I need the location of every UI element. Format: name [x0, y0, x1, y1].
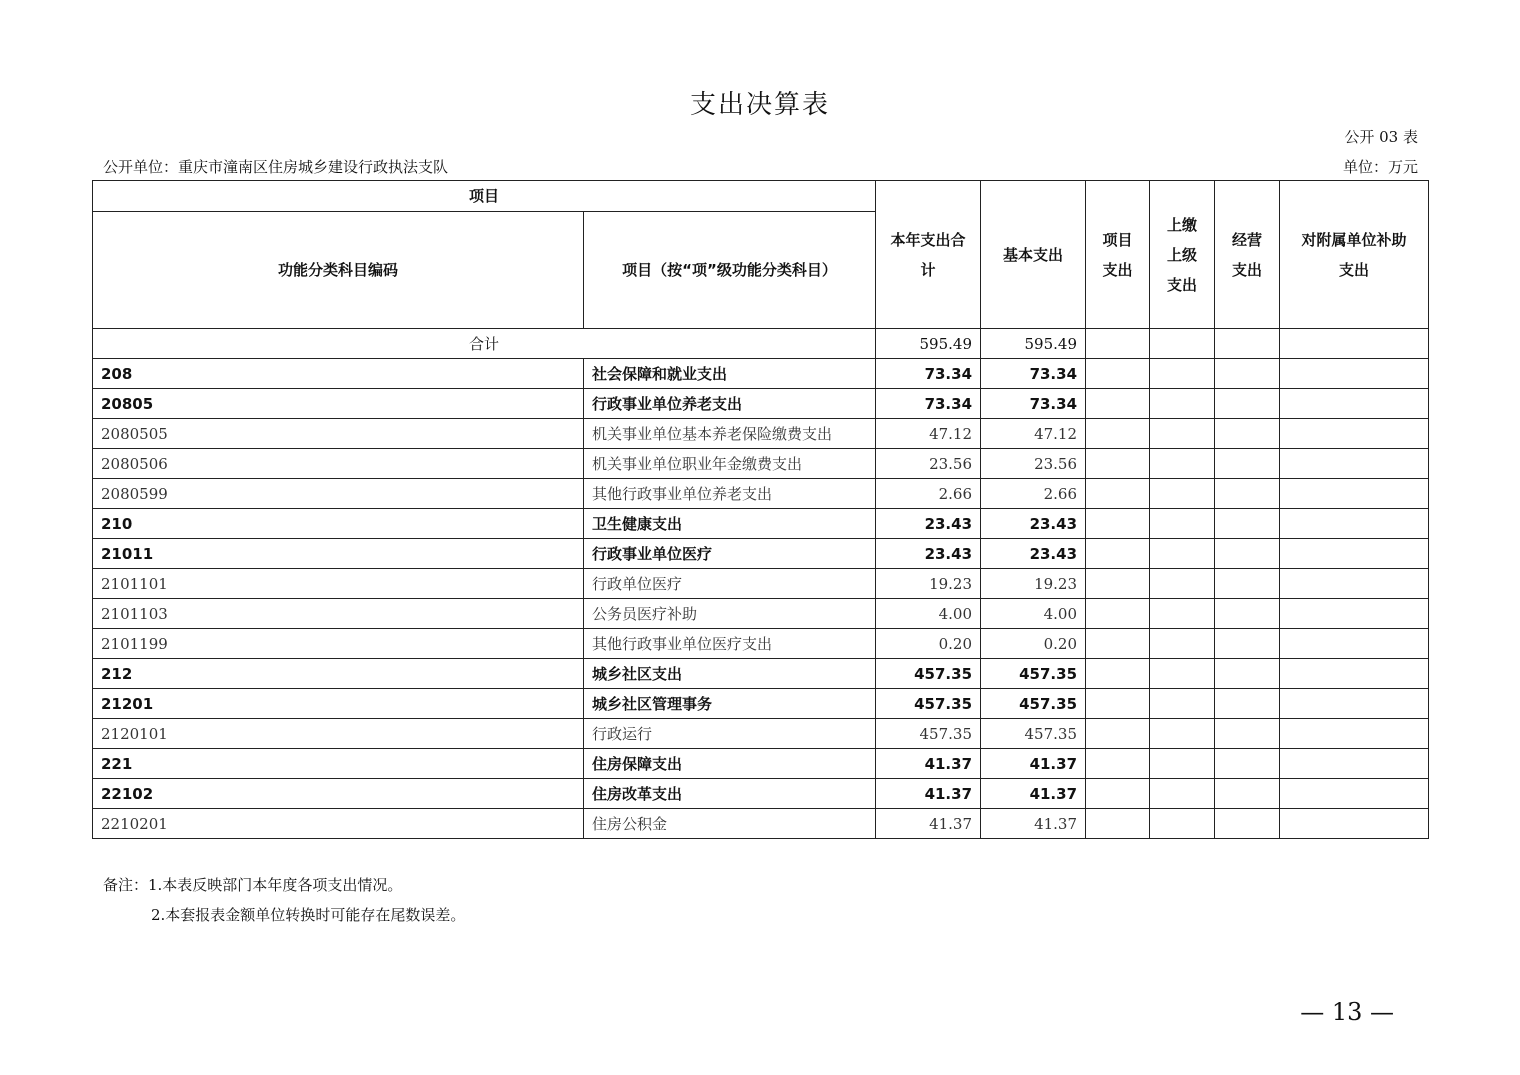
row-basic: 41.37	[981, 809, 1086, 839]
empty-cell	[1215, 509, 1280, 539]
header-business-line2: 支出	[1232, 260, 1263, 279]
row-total: 457.35	[876, 719, 981, 749]
row-basic: 41.37	[981, 749, 1086, 779]
header-subsidiary-line1: 对附属单位补助	[1301, 230, 1407, 249]
row-name: 住房保障支出	[584, 749, 876, 779]
header-project-expense-line2: 支出	[1102, 260, 1133, 279]
row-name: 其他行政事业单位医疗支出	[584, 629, 876, 659]
row-code: 21011	[93, 539, 584, 569]
table-row	[93, 569, 1429, 599]
row-basic: 0.20	[981, 629, 1086, 659]
empty-cell	[1215, 809, 1280, 839]
empty-cell	[1150, 359, 1215, 389]
row-code: 210	[93, 509, 584, 539]
empty-cell	[1215, 479, 1280, 509]
row-basic: 19.23	[981, 569, 1086, 599]
row-code: 2080506	[93, 449, 584, 479]
row-name: 行政运行	[584, 719, 876, 749]
table-row	[93, 659, 1429, 689]
unit-line	[103, 156, 1418, 177]
empty-cell	[1150, 479, 1215, 509]
empty-cell	[1280, 359, 1429, 389]
row-total: 47.12	[876, 419, 981, 449]
row-total: 0.20	[876, 629, 981, 659]
empty-cell	[1215, 719, 1280, 749]
empty-cell	[1215, 419, 1280, 449]
table-row	[93, 809, 1429, 839]
row-basic: 73.34	[981, 359, 1086, 389]
empty-cell	[1150, 659, 1215, 689]
row-total: 23.43	[876, 539, 981, 569]
empty-cell	[1215, 389, 1280, 419]
row-code: 208	[93, 359, 584, 389]
table-row	[93, 509, 1429, 539]
header-business	[1215, 181, 1280, 329]
empty-cell	[1215, 359, 1280, 389]
row-basic: 457.35	[981, 719, 1086, 749]
empty-cell	[1150, 689, 1215, 719]
note-1: 备注：1.本表反映部门本年度各项支出情况。	[103, 876, 403, 894]
table-row	[93, 689, 1429, 719]
empty-cell	[1215, 599, 1280, 629]
table-row	[93, 599, 1429, 629]
row-basic: 73.34	[981, 389, 1086, 419]
table-row	[93, 479, 1429, 509]
empty-cell	[1280, 509, 1429, 539]
empty-cell	[1086, 419, 1150, 449]
empty-cell	[1215, 779, 1280, 809]
empty-cell	[1150, 809, 1215, 839]
empty-cell	[1086, 659, 1150, 689]
reporting-unit: 公开单位：重庆市潼南区住房城乡建设行政执法支队	[103, 158, 449, 176]
row-code: 22102	[93, 779, 584, 809]
empty-cell	[1215, 449, 1280, 479]
row-code: 2210201	[93, 809, 584, 839]
table-row	[93, 449, 1429, 479]
row-basic: 23.43	[981, 509, 1086, 539]
row-name: 住房改革支出	[584, 779, 876, 809]
table-row	[93, 389, 1429, 419]
row-basic: 2.66	[981, 479, 1086, 509]
table-row	[93, 719, 1429, 749]
row-total: 457.35	[876, 689, 981, 719]
empty-cell	[1086, 599, 1150, 629]
row-name: 城乡社区管理事务	[584, 689, 876, 719]
row-basic: 41.37	[981, 779, 1086, 809]
row-code: 221	[93, 749, 584, 779]
header-basic: 基本支出	[981, 181, 1086, 329]
empty-cell	[1150, 569, 1215, 599]
row-code: 2080599	[93, 479, 584, 509]
row-code: 2101101	[93, 569, 584, 599]
empty-cell	[1086, 449, 1150, 479]
empty-cell	[1086, 509, 1150, 539]
row-basic: 23.56	[981, 449, 1086, 479]
table-row	[93, 629, 1429, 659]
page-title: 支出决算表	[689, 90, 830, 120]
empty-cell	[1150, 599, 1215, 629]
row-code: 20805	[93, 389, 584, 419]
empty-cell	[1280, 629, 1429, 659]
empty-cell	[1280, 809, 1429, 839]
row-basic: 47.12	[981, 419, 1086, 449]
total-label: 合计	[93, 329, 876, 359]
empty-cell	[1150, 539, 1215, 569]
row-total: 73.34	[876, 389, 981, 419]
total-amount: 595.49	[876, 329, 981, 359]
empty-cell	[1086, 749, 1150, 779]
table-row	[93, 749, 1429, 779]
empty-cell	[1150, 509, 1215, 539]
empty-cell	[1086, 779, 1150, 809]
empty-cell	[1215, 689, 1280, 719]
row-name: 行政单位医疗	[584, 569, 876, 599]
row-total: 23.43	[876, 509, 981, 539]
empty-cell	[1280, 539, 1429, 569]
empty-cell	[1086, 359, 1150, 389]
expenditure-table	[92, 180, 1429, 839]
row-code: 21201	[93, 689, 584, 719]
page-number: — 13 —	[1300, 998, 1394, 1026]
currency-unit: 单位：万元	[1342, 158, 1418, 176]
row-name: 机关事业单位职业年金缴费支出	[584, 449, 876, 479]
row-basic: 457.35	[981, 659, 1086, 689]
empty-cell	[1086, 539, 1150, 569]
empty-cell	[1150, 419, 1215, 449]
row-total: 23.56	[876, 449, 981, 479]
empty-cell	[1280, 689, 1429, 719]
empty-cell	[1280, 389, 1429, 419]
row-total: 4.00	[876, 599, 981, 629]
header-project: 项目	[93, 181, 876, 212]
row-total: 41.37	[876, 809, 981, 839]
empty-cell	[1215, 569, 1280, 599]
row-name: 卫生健康支出	[584, 509, 876, 539]
row-name: 住房公积金	[584, 809, 876, 839]
header-subsidiary	[1280, 181, 1429, 329]
row-code: 2101103	[93, 599, 584, 629]
total-row	[93, 329, 1429, 359]
row-total: 19.23	[876, 569, 981, 599]
header-project-expense	[1086, 181, 1150, 329]
table-number: 公开 03 表	[1344, 128, 1418, 146]
empty-cell	[1086, 809, 1150, 839]
row-code: 2101199	[93, 629, 584, 659]
empty-cell	[1086, 569, 1150, 599]
empty-cell	[1280, 569, 1429, 599]
empty-cell	[1150, 449, 1215, 479]
header-business-line1: 经营	[1232, 230, 1263, 249]
header-total	[876, 181, 981, 329]
empty-cell	[1086, 479, 1150, 509]
empty-cell	[1280, 449, 1429, 479]
empty-cell	[1150, 629, 1215, 659]
table-row	[93, 359, 1429, 389]
note-2: 2.本套报表金额单位转换时可能存在尾数误差。	[151, 906, 466, 924]
row-total: 41.37	[876, 749, 981, 779]
empty-cell	[1150, 389, 1215, 419]
row-basic: 23.43	[981, 539, 1086, 569]
table-row	[93, 539, 1429, 569]
empty-cell	[1086, 689, 1150, 719]
row-name: 行政事业单位医疗	[584, 539, 876, 569]
row-code: 2120101	[93, 719, 584, 749]
empty-cell	[1150, 749, 1215, 779]
notes	[103, 870, 465, 930]
empty-cell	[1150, 779, 1215, 809]
row-basic: 457.35	[981, 689, 1086, 719]
empty-cell	[1215, 659, 1280, 689]
header-upper-payment	[1150, 181, 1215, 329]
row-name: 其他行政事业单位养老支出	[584, 479, 876, 509]
empty-cell	[1280, 779, 1429, 809]
row-name: 行政事业单位养老支出	[584, 389, 876, 419]
row-name: 社会保障和就业支出	[584, 359, 876, 389]
row-code: 212	[93, 659, 584, 689]
header-total-line2: 计	[920, 260, 936, 279]
row-total: 73.34	[876, 359, 981, 389]
total-basic: 595.49	[981, 329, 1086, 359]
empty-cell	[1280, 719, 1429, 749]
header-total-line1: 本年支出合	[890, 230, 966, 249]
empty-cell	[1150, 719, 1215, 749]
table-row	[93, 779, 1429, 809]
row-total: 41.37	[876, 779, 981, 809]
empty-cell	[1086, 389, 1150, 419]
row-code: 2080505	[93, 419, 584, 449]
row-total: 457.35	[876, 659, 981, 689]
empty-cell	[1280, 599, 1429, 629]
row-name: 机关事业单位基本养老保险缴费支出	[584, 419, 876, 449]
row-name: 城乡社区支出	[584, 659, 876, 689]
empty-cell	[1086, 629, 1150, 659]
empty-cell	[1280, 419, 1429, 449]
empty-cell	[1086, 719, 1150, 749]
empty-cell	[1280, 479, 1429, 509]
header-project-expense-line1: 项目	[1102, 230, 1133, 249]
header-subsidiary-line2: 支出	[1339, 260, 1370, 279]
table-row	[93, 419, 1429, 449]
empty-cell	[1280, 659, 1429, 689]
empty-cell	[1280, 749, 1429, 779]
row-name: 公务员医疗补助	[584, 599, 876, 629]
header-code: 功能分类科目编码	[93, 212, 584, 329]
empty-cell	[1215, 749, 1280, 779]
empty-cell	[1215, 539, 1280, 569]
row-basic: 4.00	[981, 599, 1086, 629]
empty-cell	[1215, 629, 1280, 659]
header-upper-line2: 上级	[1167, 245, 1198, 264]
row-total: 2.66	[876, 479, 981, 509]
header-upper-line1: 上缴	[1167, 215, 1198, 234]
header-upper-line3: 支出	[1167, 275, 1198, 294]
header-item: 项目（按“项”级功能分类科目）	[584, 212, 876, 329]
